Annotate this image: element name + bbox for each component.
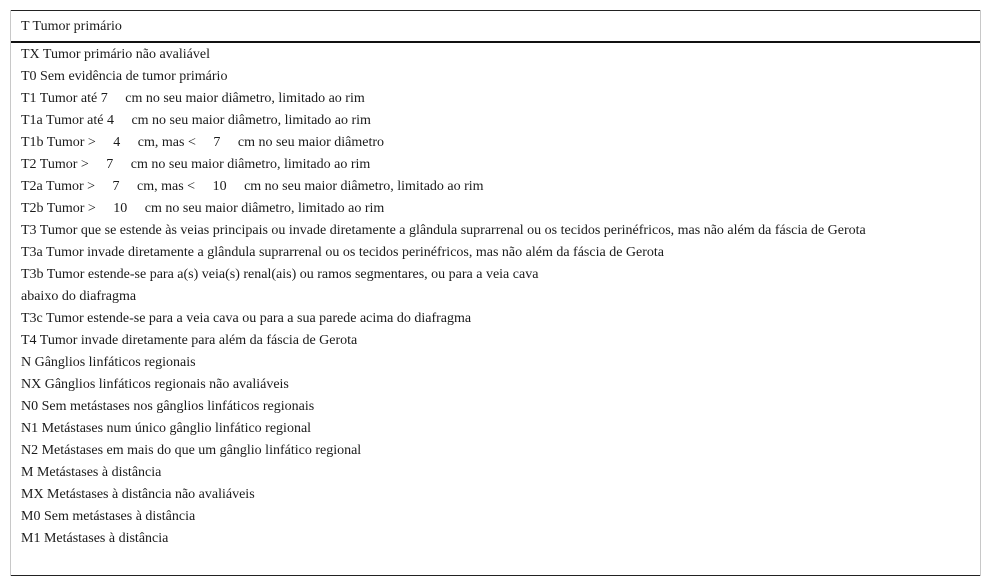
- table-row: NX Gânglios linfáticos regionais não avaliáveis: [21, 377, 289, 392]
- table-row: T2a Tumor > 7 cm, mas < 10 cm no seu maior diâmetro, limitado ao rim: [21, 179, 484, 194]
- table-row: N1 Metástases num único gânglio linfático regional: [21, 421, 312, 436]
- table-row: abaixo do diafragma: [21, 289, 137, 304]
- table-row: MX Metástases à distância não avaliáveis: [21, 487, 255, 502]
- table-row: T2b Tumor > 10 cm no seu maior diâmetro, limitado ao rim: [21, 201, 385, 216]
- table-header: T Tumor primário: [21, 19, 122, 34]
- table-bottom-rule: [11, 575, 980, 576]
- table-row: M0 Sem metástases à distância: [21, 509, 196, 524]
- table-row: N2 Metástases em mais do que um gânglio linfático regional: [21, 443, 362, 458]
- table-row: T1 Tumor até 7 cm no seu maior diâmetro, limitado ao rim: [21, 91, 365, 106]
- table-row: M Metástases à distância: [21, 465, 162, 480]
- table-row: T3a Tumor invade diretamente a glândula suprarrenal ou os tecidos perinéfricos, mas não além da fáscia de Gerota: [21, 245, 664, 260]
- table-row: T0 Sem evidência de tumor primário: [21, 69, 228, 84]
- table-row: T1a Tumor até 4 cm no seu maior diâmetro, limitado ao rim: [21, 113, 371, 128]
- table-row: TX Tumor primário não avaliável: [21, 47, 210, 62]
- table-row: M1 Metástases à distância: [21, 531, 169, 546]
- table-row: T3 Tumor que se estende às veias principais ou invade diretamente a glândula suprarrenal ou os tecidos perinéfricos, mas não além da fáscia de Gerota: [21, 223, 866, 238]
- table-row: T3b Tumor estende-se para a(s) veia(s) renal(ais) ou ramos segmentares, ou para a veia cava: [21, 267, 539, 282]
- table-row: N0 Sem metástases nos gânglios linfáticos regionais: [21, 399, 315, 414]
- table-row: N Gânglios linfáticos regionais: [21, 355, 196, 370]
- table-row: T1b Tumor > 4 cm, mas < 7 cm no seu maior diâmetro: [21, 135, 385, 150]
- tnm-classification-table: [10, 10, 981, 576]
- table-row: T3c Tumor estende-se para a veia cava ou para a sua parede acima do diafragma: [21, 311, 472, 326]
- table-row: T4 Tumor invade diretamente para além da fáscia de Gerota: [21, 333, 358, 348]
- table-header-rule: [11, 41, 980, 43]
- table-body: [11, 44, 980, 550]
- table-row: T2 Tumor > 7 cm no seu maior diâmetro, limitado ao rim: [21, 157, 371, 172]
